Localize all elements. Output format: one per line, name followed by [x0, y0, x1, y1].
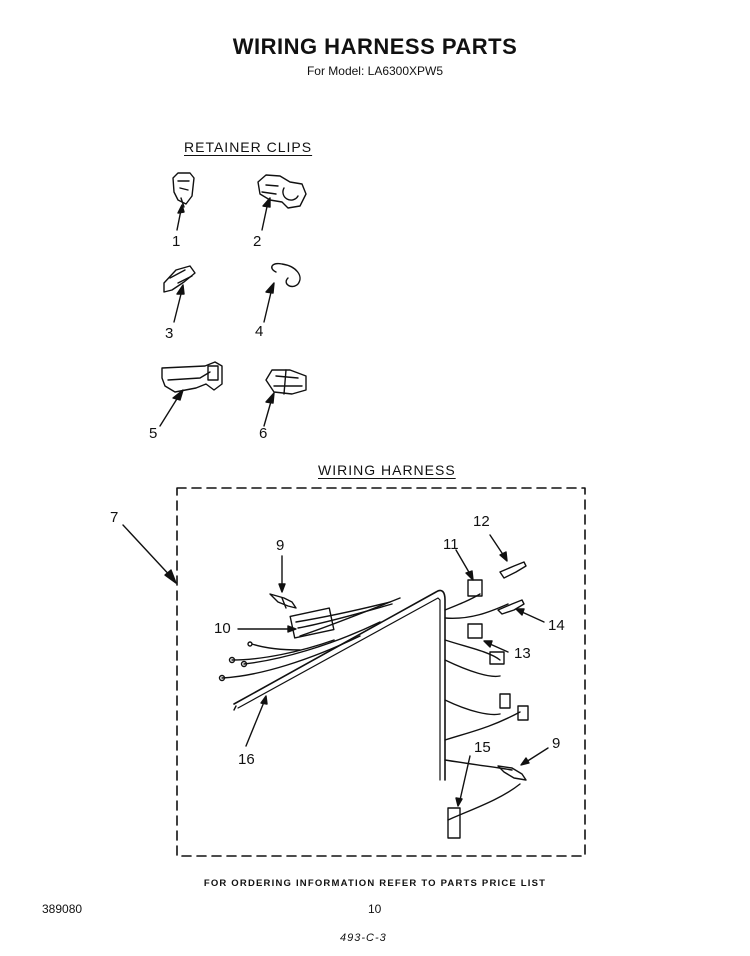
retainer-clip-5-drawing — [160, 362, 222, 426]
callout-clip-1: 1 — [172, 233, 181, 250]
page-title: WIRING HARNESS PARTS — [232, 34, 518, 59]
retainer-clip-4-drawing — [264, 264, 300, 322]
callout-connector-15: 15 — [474, 739, 491, 756]
callout-terminal-right: 9 — [552, 735, 561, 752]
wiring-harness-heading: WIRING HARNESS — [318, 462, 456, 478]
callout-terminal-left: 9 — [276, 537, 285, 554]
ordering-info-note: FOR ORDERING INFORMATION REFER TO PARTS PRICE LIST — [203, 878, 547, 889]
callout-clip-3: 3 — [165, 325, 174, 342]
callout-wire-16: 16 — [238, 751, 255, 768]
retainer-clip-6-drawing — [264, 370, 306, 426]
callout-connector-13: 13 — [514, 645, 531, 662]
callout-connector-11: 11 — [443, 536, 459, 553]
retainer-clip-2-drawing — [258, 175, 306, 230]
callout-clip-6: 6 — [259, 425, 268, 442]
callout-connector-14: 14 — [548, 617, 565, 634]
callout-clip-5: 5 — [149, 425, 158, 442]
date-code: 493-C-3 — [340, 932, 387, 944]
retainer-clip-1-drawing — [173, 173, 194, 230]
callout-clip-4: 4 — [255, 323, 264, 340]
document-number: 389080 — [42, 902, 83, 916]
retainer-clips-heading: RETAINER CLIPS — [184, 139, 313, 155]
callout-connector-10: 10 — [214, 620, 231, 637]
harness-frame — [177, 488, 585, 856]
callout-clip-2: 2 — [253, 233, 262, 250]
callout-harness: 7 — [110, 509, 119, 526]
callout-connector-12: 12 — [473, 513, 490, 530]
retainer-clip-3-drawing — [164, 266, 195, 322]
model-subtitle: For Model: LA6300XPW5 — [306, 64, 444, 78]
page-number: 10 — [368, 902, 382, 916]
